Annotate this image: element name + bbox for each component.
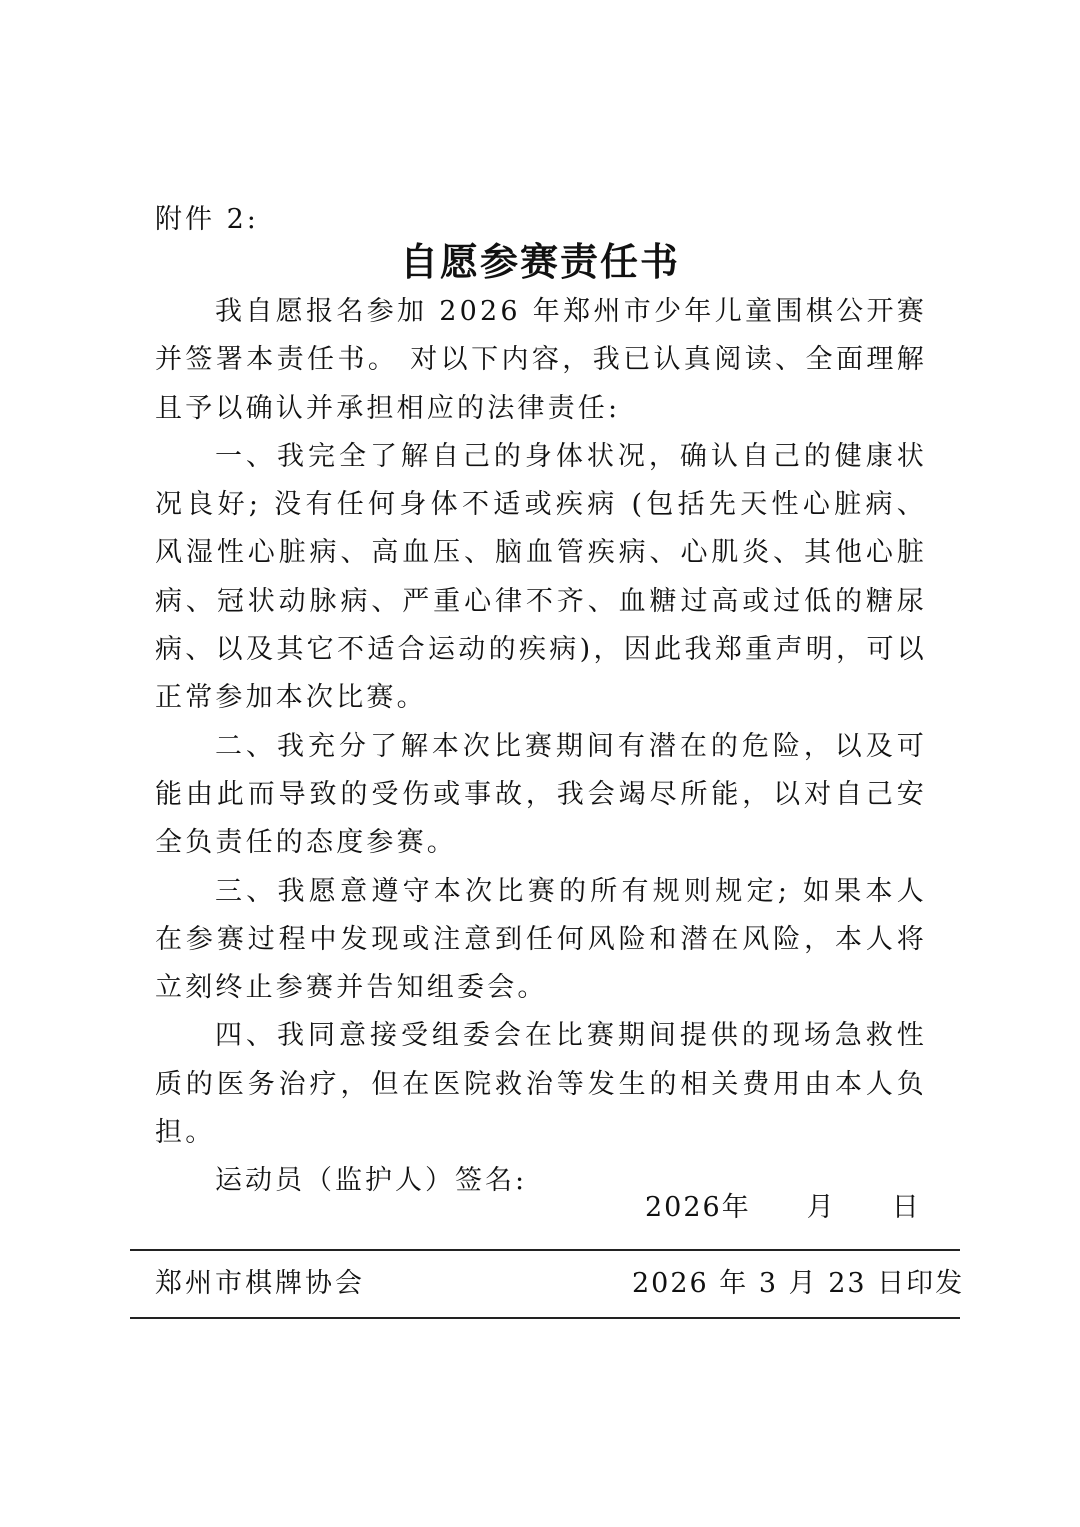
footer-bottom-rule: [130, 1317, 960, 1319]
date-year: 2026年: [645, 1192, 751, 1223]
document-body: [155, 288, 927, 1206]
clause-two-paragraph: 二、我充分了解本次比赛期间有潜在的危险，以及可能由此而导致的受伤或事故，我会竭尽所能，以对自己安全负责任的态度参赛。: [155, 730, 927, 859]
attachment-label: 附件 2:: [155, 204, 259, 235]
clause-three-paragraph: 三、我愿意遵守本次比赛的所有规则规定; 如果本人在参赛过程中发现或注意到任何风险和潜在风险，本人将立刻终止参赛并告知组委会。: [155, 875, 927, 1004]
clause-four-paragraph: 四、我同意接受组委会在比赛期间提供的现场急救性质的医务治疗，但在医院救治等发生的相关费用由本人负担。: [155, 1020, 927, 1149]
signature-label: 运动员（监护人）签名:: [215, 1165, 528, 1197]
date-month: 月: [806, 1192, 836, 1223]
footer-issue-date: 2026 年 3 月 23 日印发: [632, 1268, 965, 1299]
intro-paragraph: 我自愿报名参加 2026 年郑州市少年儿童围棋公开赛并签署本责任书。 对以下内容，我已认真阅读、全面理解且予以确认并承担相应的法律责任:: [155, 296, 927, 424]
footer-top-rule: [130, 1249, 960, 1251]
footer-issuer: 郑州市棋牌协会: [155, 1268, 365, 1299]
signature-date: [645, 1186, 921, 1230]
date-day: 日: [891, 1192, 921, 1223]
clause-one-paragraph: 一、我完全了解自己的身体状况，确认自己的健康状况良好; 没有任何身体不适或疾病 (包括先天性心脏病、风湿性心脏病、高血压、脑血管疾病、心肌炎、其他心脏病、冠状动脉病、严重心律不齐、血糖过高或过低的糖尿病、以及其它不适合运动的疾病)，因此我郑重声明，可以正常参加本次比赛。: [155, 440, 927, 714]
document-title: 自愿参赛责任书: [399, 239, 680, 284]
